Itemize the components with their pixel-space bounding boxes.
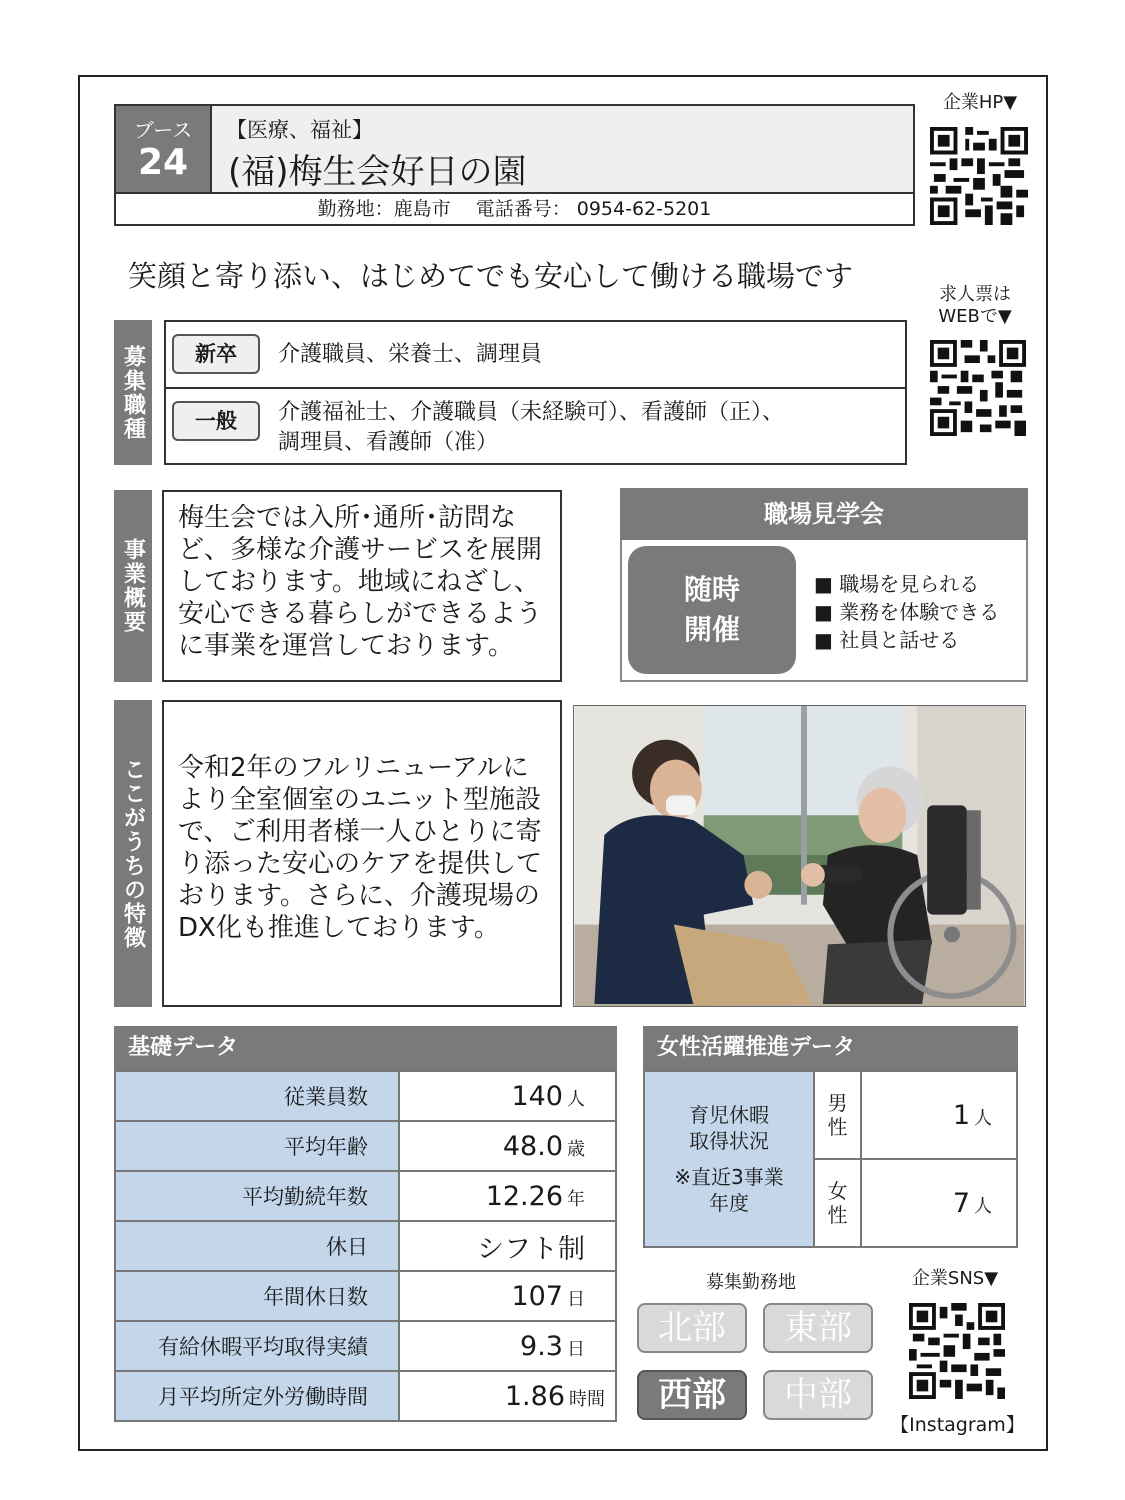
hp-qr-code-icon[interactable] <box>930 127 1028 225</box>
male-label: 男 性 <box>814 1071 861 1159</box>
list-item: ■ 業務を体験できる <box>814 600 1000 624</box>
female-value: 7 人 <box>861 1159 1017 1247</box>
sns-qr-label: 企業SNS▼ <box>911 1268 999 1289</box>
tour-anytime-button: 随時 開催 <box>628 546 796 674</box>
area-title: 募集勤務地 <box>706 1272 796 1293</box>
male-value: 1 人 <box>861 1071 1017 1159</box>
table-row: 月平均所定外労働時間 1.86 時間 <box>115 1371 616 1421</box>
instagram-qr-code-icon[interactable] <box>909 1303 1005 1399</box>
new-grad-badge: 新卒 <box>172 334 260 374</box>
table-row: 平均勤続年数 12.26 年 <box>115 1171 616 1221</box>
feature-text: 令和2年のフルリニューアルにより全室個室のユニット型施設で、ご利用者様一人ひとりに寄り添った安心のケアを提供しております。さらに、介護現場のDX化も推進しております。 <box>162 700 562 1007</box>
industry-category: 【医療、福祉】 <box>226 118 373 142</box>
catchphrase: 笑顔と寄り添い、はじめてでも安心して働ける職場です <box>128 259 854 293</box>
business-summary: 梅生会では入所･通所･訪問など、多様な介護サービスを展開しております。地域にねざし、安心できる暮らしができるように事業を運営しております。 <box>162 490 562 682</box>
table-row: 休日 シフト制 <box>115 1221 616 1271</box>
booth-label: ブース <box>133 118 193 142</box>
location-phone: 勤務地：鹿島市 電話番号： 0954-62-5201 <box>114 194 915 226</box>
company-name: (福)梅生会好日の園 <box>228 152 527 192</box>
business-side-label: 事業概要 <box>114 490 152 682</box>
female-label: 女 性 <box>814 1159 861 1247</box>
recruit-side-label: 募集職種 <box>114 320 152 465</box>
care-photo <box>573 705 1026 1007</box>
table-row: 有給休暇平均取得実績 9.3 日 <box>115 1321 616 1371</box>
area-central: 中部 <box>763 1370 873 1420</box>
list-item: ■ 社員と話せる <box>814 628 960 652</box>
general-jobs-line1: 介護福祉士、介護職員（未経験可）、看護師（正）、 <box>278 400 785 425</box>
women-data-title: 女性活躍推進データ <box>643 1026 1018 1070</box>
general-badge: 一般 <box>172 401 260 441</box>
general-jobs-line2: 調理員、看護師（准） <box>278 430 499 455</box>
job-qr-label-1: 求人票は <box>939 284 1011 305</box>
tour-benefits <box>814 570 999 654</box>
new-grad-jobs: 介護職員、栄養士、調理員 <box>278 342 543 367</box>
area-north: 北部 <box>637 1303 747 1353</box>
hp-qr-label: 企業HP▼ <box>942 92 1018 113</box>
table-row: 平均年齢 48.0 歳 <box>115 1121 616 1171</box>
booth-badge <box>114 104 212 194</box>
area-east: 東部 <box>763 1303 873 1353</box>
basic-data-table <box>114 1070 617 1422</box>
job-qr-label-2: WEBで▼ <box>938 306 1012 327</box>
tour-title: 職場見学会 <box>620 488 1028 540</box>
women-data-table <box>643 1070 1018 1248</box>
booth-number: 24 <box>137 142 189 183</box>
instagram-caption: 【Instagram】 <box>890 1414 1025 1436</box>
feature-side-label: ここがうちの特徴 <box>114 700 152 1007</box>
list-item: ■ 職場を見られる <box>814 572 980 596</box>
childcare-leave-label: 育児休暇 取得状況 ※直近3事業 年度 <box>644 1071 814 1247</box>
table-row: 従業員数 140 人 <box>115 1071 616 1121</box>
basic-data-title: 基礎データ <box>114 1026 617 1070</box>
job-qr-code-icon[interactable] <box>930 340 1026 436</box>
table-row <box>644 1071 1017 1159</box>
area-west: 西部 <box>637 1370 747 1420</box>
table-row: 年間休日数 107 日 <box>115 1271 616 1321</box>
